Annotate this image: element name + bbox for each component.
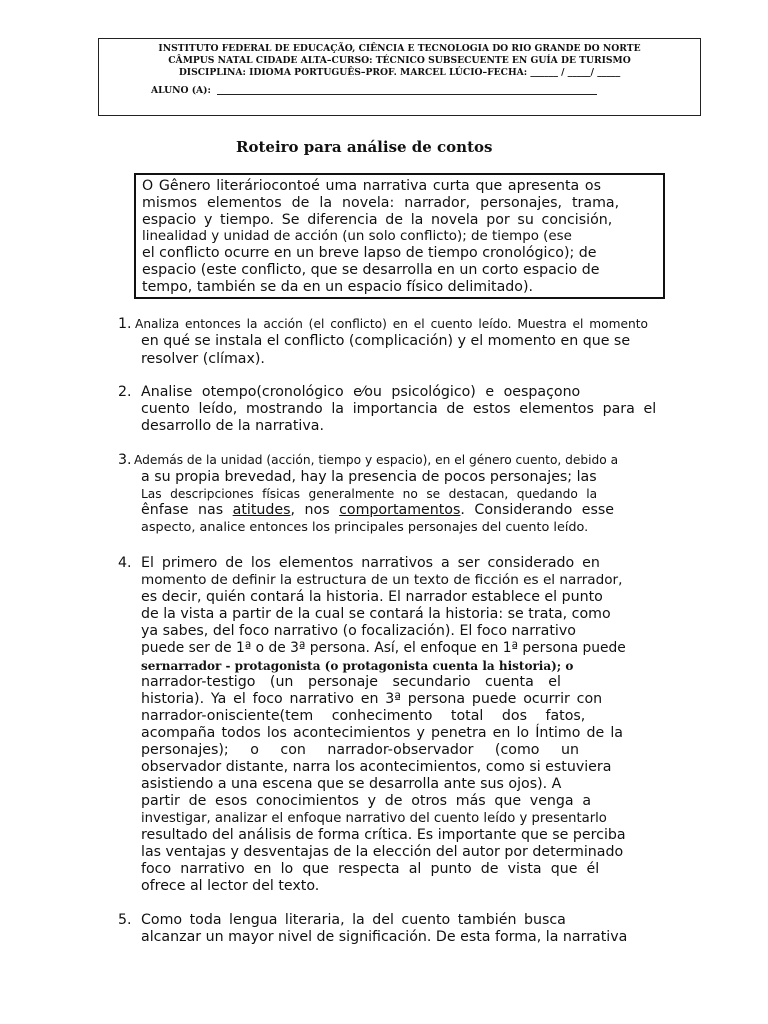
- item-line: resultado del análisis de forma crítica. Es importante que se perciba: [141, 827, 626, 843]
- intro-line: espacio y tiempo. Se diferencia de la novela por su concisión,: [142, 212, 613, 228]
- item-line: las ventajas y desventajas de la elección del autor por determinado: [141, 844, 624, 860]
- item-line: Analise otempo(cronológico e⁄ou psicológico) e oespaçono: [141, 384, 581, 400]
- item-number: 1.: [118, 316, 132, 332]
- campus-course: CÂMPUS NATAL CIDADE ALTA–CURSO: TÉCNICO SUBSECUENTE EN GUÍA DE TURISMO: [168, 55, 631, 66]
- intro-line: el conflicto ocurre en un breve lapso de tiempo cronológico); de: [142, 245, 597, 261]
- intro-line: O Gênero literáriocontoé uma narrativa curta que apresenta os: [142, 178, 601, 194]
- item-line: en qué se instala el conflicto (complicación) y el momento en que se: [141, 333, 631, 349]
- item-line: [141, 502, 614, 519]
- item-line: acompaña todos los acontecimientos y penetra en lo Íntimo de la: [141, 725, 623, 741]
- item-line: historia). Ya el foco narrativo en 3ª persona puede ocurrir con: [141, 691, 603, 707]
- item-line: El primero de los elementos narrativos a ser considerado en: [141, 555, 600, 571]
- item-line: cuento leído, mostrando la importancia de estos elementos para el: [141, 401, 657, 417]
- institution-name: INSTITUTO FEDERAL DE EDUCAÇÃO, CIÊNCIA E TECNOLOGIA DO RIO GRANDE DO NORTE: [158, 43, 641, 54]
- item-line: es decir, quién contará la historia. El narrador establece el punto: [141, 589, 603, 605]
- student-name-line: [217, 94, 597, 95]
- item-line: a su propia brevedad, hay la presencia de pocos personajes; las: [141, 469, 597, 485]
- item-line: alcanzar un mayor nivel de significación. De esta forma, la narrativa: [141, 929, 628, 945]
- item-line: observador distante, narra los acontecimientos, como si estuviera: [141, 759, 612, 775]
- item-line: narrador-onisciente(tem conhecimento total dos fatos,: [141, 708, 586, 724]
- item-line: Las descripciones físicas generalmente no se destacan, quedando la: [141, 487, 598, 501]
- item-line: foco narrativo en lo que respecta al punto de vista que él: [141, 861, 600, 877]
- intro-box: [134, 173, 665, 299]
- item-text: ênfase nas: [141, 502, 233, 518]
- intro-line: tempo, también se da en un espacio físico delimitado).: [142, 279, 534, 295]
- intro-line: linealidad y unidad de acción (un solo conflicto); de tiempo (ese: [142, 229, 572, 244]
- item-line: narrador-testigo (un personaje secundario cuenta el: [141, 674, 561, 690]
- item-number: 3.: [118, 452, 132, 468]
- intro-line: mismos elementos de la novela: narrador, personajes, trama,: [142, 195, 620, 211]
- item-number: 5.: [118, 912, 132, 928]
- item-line: ofrece al lector del texto.: [141, 878, 320, 894]
- item-number: 4.: [118, 555, 132, 571]
- underlined-term: comportamentos: [339, 502, 461, 518]
- item-line: aspecto, analice entonces los principales personajes del cuento leído.: [141, 520, 589, 535]
- intro-line: espacio (este conflicto, que se desarrolla en un corto espacio de: [142, 262, 600, 278]
- item-line: investigar, analizar el enfoque narrativo del cuento leído y presentarlo: [141, 811, 607, 826]
- underlined-term: atitudes: [232, 502, 291, 518]
- item-line: desarrollo de la narrativa.: [141, 418, 324, 434]
- item-number: 2.: [118, 384, 132, 400]
- item-line: asistiendo a una escena que se desarrolla ante sus ojos). A: [141, 776, 562, 792]
- header-box: [98, 38, 701, 116]
- item-line: momento de definir la estructura de un texto de ficción es el narrador,: [141, 572, 623, 588]
- item-line: Analiza entonces la acción (el conflicto) en el cuento leído. Muestra el momento: [135, 317, 648, 331]
- item-line: Como toda lengua literaria, la del cuento también busca: [141, 912, 566, 928]
- item-line: resolver (clímax).: [141, 351, 265, 367]
- item-text: . Considerando esse: [460, 502, 615, 518]
- item-line: sernarrador - protagonista (o protagonista cuenta la historia); o: [141, 659, 574, 673]
- item-line: puede ser de 1ª o de 3ª persona. Así, el enfoque en 1ª persona puede: [141, 640, 626, 656]
- item-line: partir de esos conocimientos y de otros más que venga a: [141, 793, 592, 809]
- discipline-professor-date: DISCIPLINA: IDIOMA PORTUGUÊS–PROF. MARCEL LÚCIO–FECHA: ______ / _____/ _____: [178, 67, 621, 78]
- item-text: , nos: [290, 502, 340, 518]
- page-title: Roteiro para análise de contos: [236, 138, 493, 156]
- student-label: ALUNO (A):: [151, 85, 211, 96]
- item-line: ya sabes, del foco narrativo (o focalización). El foco narrativo: [141, 623, 576, 639]
- item-line: Además de la unidad (acción, tiempo y espacio), en el género cuento, debido a: [134, 453, 619, 467]
- item-line: personajes); o con narrador-observador (como un: [141, 742, 579, 758]
- item-line: de la vista a partir de la cual se contará la historia: se trata, como: [141, 606, 611, 622]
